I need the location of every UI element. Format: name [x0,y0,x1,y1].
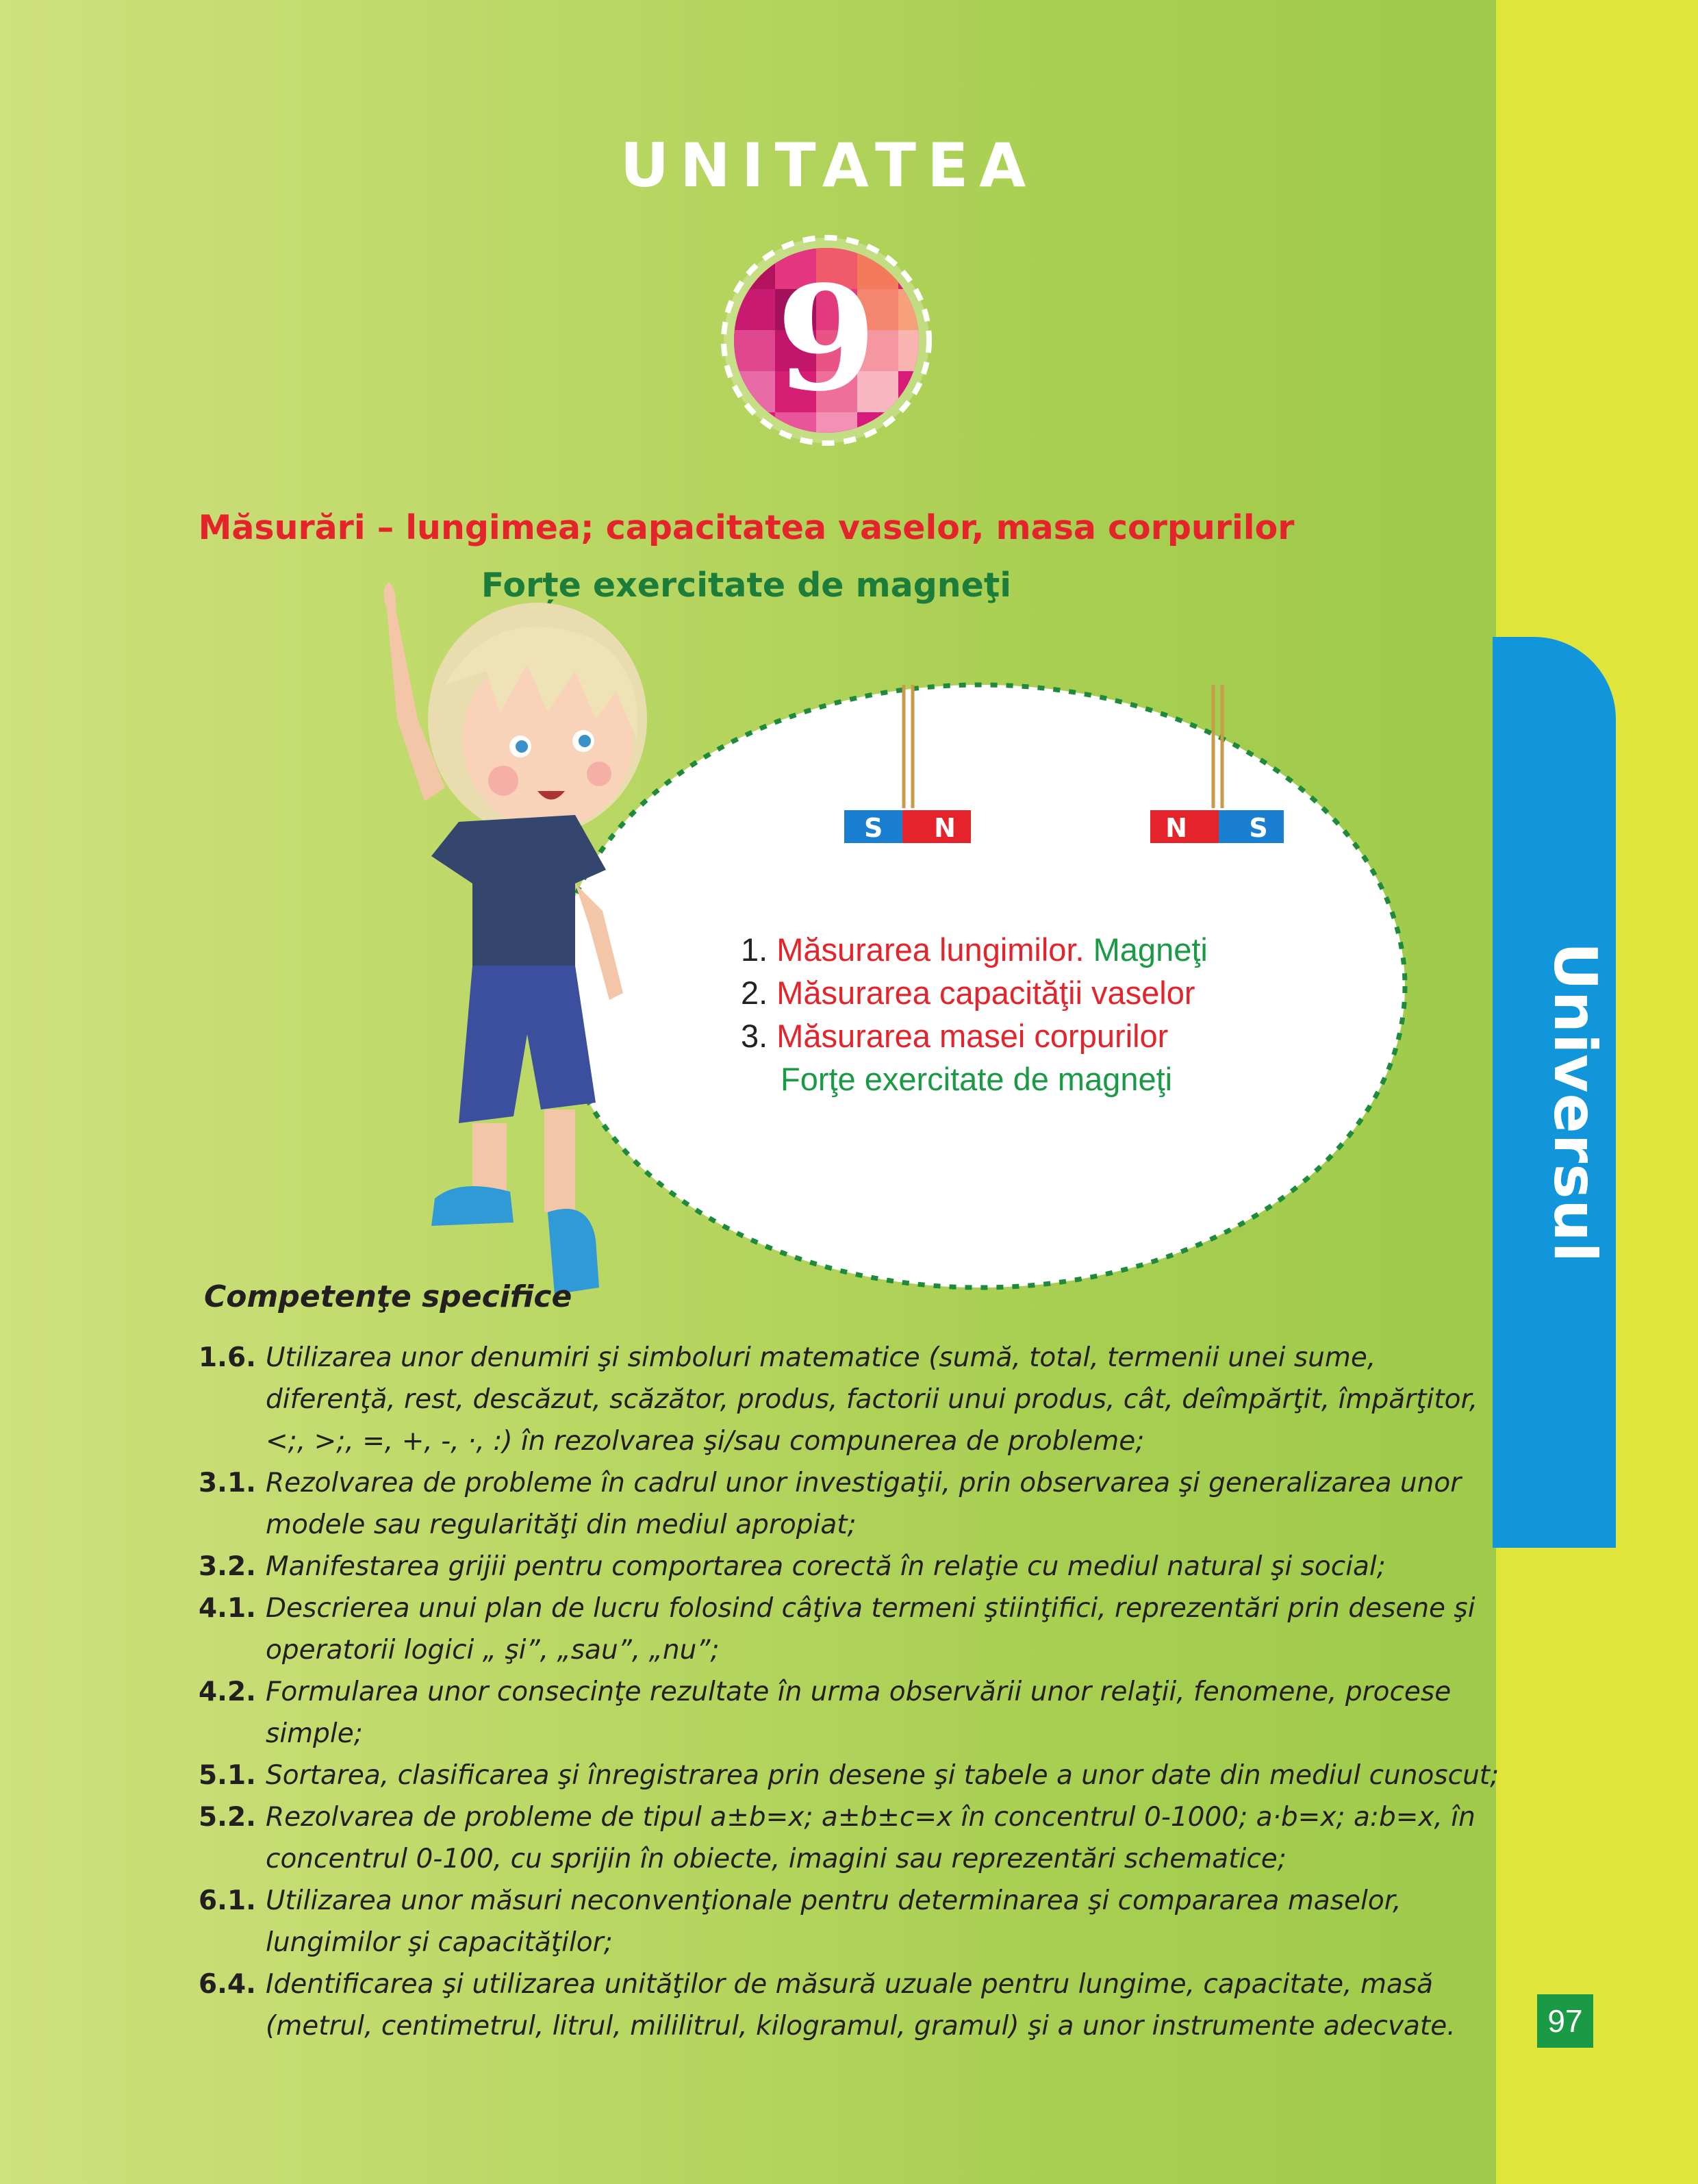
topic-item [741,1057,1289,1101]
competence-text: Utilizarea unor măsuri neconvenţionale pentru determinarea şi compararea maselor, lungimilor şi capacităţilor; [266,1885,1402,1958]
competence-item [199,1671,1513,1755]
topic-number: 2. [741,975,768,1011]
competences-heading: Competenţe specifice [204,1279,572,1314]
page-number: 97 [1537,1994,1593,2048]
headline-main: Măsurări – lungimea; capacitatea vaselor, masa corpurilor [198,508,1295,547]
topic-item [741,928,1289,971]
competence-text: Descrierea unui plan de lucru folosind câţiva termeni ştiinţifici, reprezentări prin desene şi operatorii logici „ şi”, „sau”, „nu”; [266,1593,1475,1666]
competence-item [199,1755,1513,1796]
topic-number: 1. [741,931,768,968]
boy-illustration [370,582,657,1329]
chapter-tab-text: Universul [1541,942,1610,1264]
competence-item [199,1880,1513,1963]
competence-code: 1.6. [199,1342,256,1373]
competence-code: 3.1. [199,1468,256,1498]
competence-item [199,1546,1513,1587]
competence-text: Formularea unor consecinţe rezultate în urma observării unor relaţii, fenomene, procese simple; [266,1677,1452,1749]
magnet-pole-label: N [934,813,956,843]
competence-item [199,1462,1513,1546]
chapter-tab-label [1534,942,1616,1264]
competence-text: Utilizarea unor denumiri şi simboluri matematice (sumă, total, termenii unei sume, diferenţă, rest, descăzut, scăzător, produs, factorii unui produs, cât, deîmpărţit, împărţitor, <;, >;, =, +, -, ·, :) în rezolvarea şi/sau compunerea de probleme; [266,1342,1478,1457]
competence-code: 6.4. [199,1969,256,2000]
competence-item [199,1587,1513,1671]
magnet-left [844,685,971,843]
topic-item [741,1014,1289,1057]
competences-list [199,1337,1513,2047]
competence-code: 5.2. [199,1802,256,1833]
competence-text: Manifestarea grijii pentru comportarea corectă în relaţie cu mediul natural şi social; [266,1551,1386,1582]
unit-label: UNITATEA [620,130,1037,201]
competence-item [199,1796,1513,1880]
topic-title: Măsurarea capacităţii vaselor [776,975,1195,1011]
unit-number: 9 [776,254,877,423]
headline-sub: Forțe exercitate de magneţi [481,566,1012,605]
magnet-pole-label: S [1249,813,1268,843]
competence-code: 4.2. [199,1677,256,1707]
competence-text: Identificarea şi utilizarea unităţilor de măsură uzuale pentru lungime, capacitate, masă (metrul, centimetrul, litrul, mililitrul, kilogramul, gramul) şi a unor instrumente adecvate. [266,1969,1456,2042]
topic-subtitle: Forţe exercitate de magneţi [781,1061,1173,1097]
magnet-right [1150,685,1284,843]
topic-number: 3. [741,1018,768,1054]
competence-text: Rezolvarea de probleme în cadrul unor investigaţii, prin observarea şi generalizarea unor modele sau regularităţi din mediul apropiat; [266,1468,1462,1540]
topic-title: Măsurarea masei corpurilor [776,1018,1169,1054]
magnet-pole-label: S [864,813,883,843]
competence-item [199,1963,1513,2047]
topic-item [741,971,1289,1014]
competence-code: 5.1. [199,1760,256,1791]
topic-subtitle: Magneţi [1093,931,1208,968]
competence-text: Rezolvarea de probleme de tipul a±b=x; a±b±c=x în concentrul 0-1000; a·b=x; a:b=x, în concentrul 0-100, cu sprijin în obiecte, imagini sau reprezentări schematice; [266,1802,1475,1874]
competence-code: 3.2. [199,1551,256,1582]
magnets-illustration [0,0,1493,959]
competence-text: Sortarea, clasificarea şi înregistrarea prin desene şi tabele a unor date din mediul cunoscut; [266,1760,1499,1791]
competence-code: 6.1. [199,1885,256,1916]
topic-title: Măsurarea lungimilor. [776,931,1085,968]
competence-code: 4.1. [199,1593,256,1624]
competence-item [199,1337,1513,1462]
magnet-pole-label: N [1165,813,1187,843]
topics-list [741,928,1289,1101]
